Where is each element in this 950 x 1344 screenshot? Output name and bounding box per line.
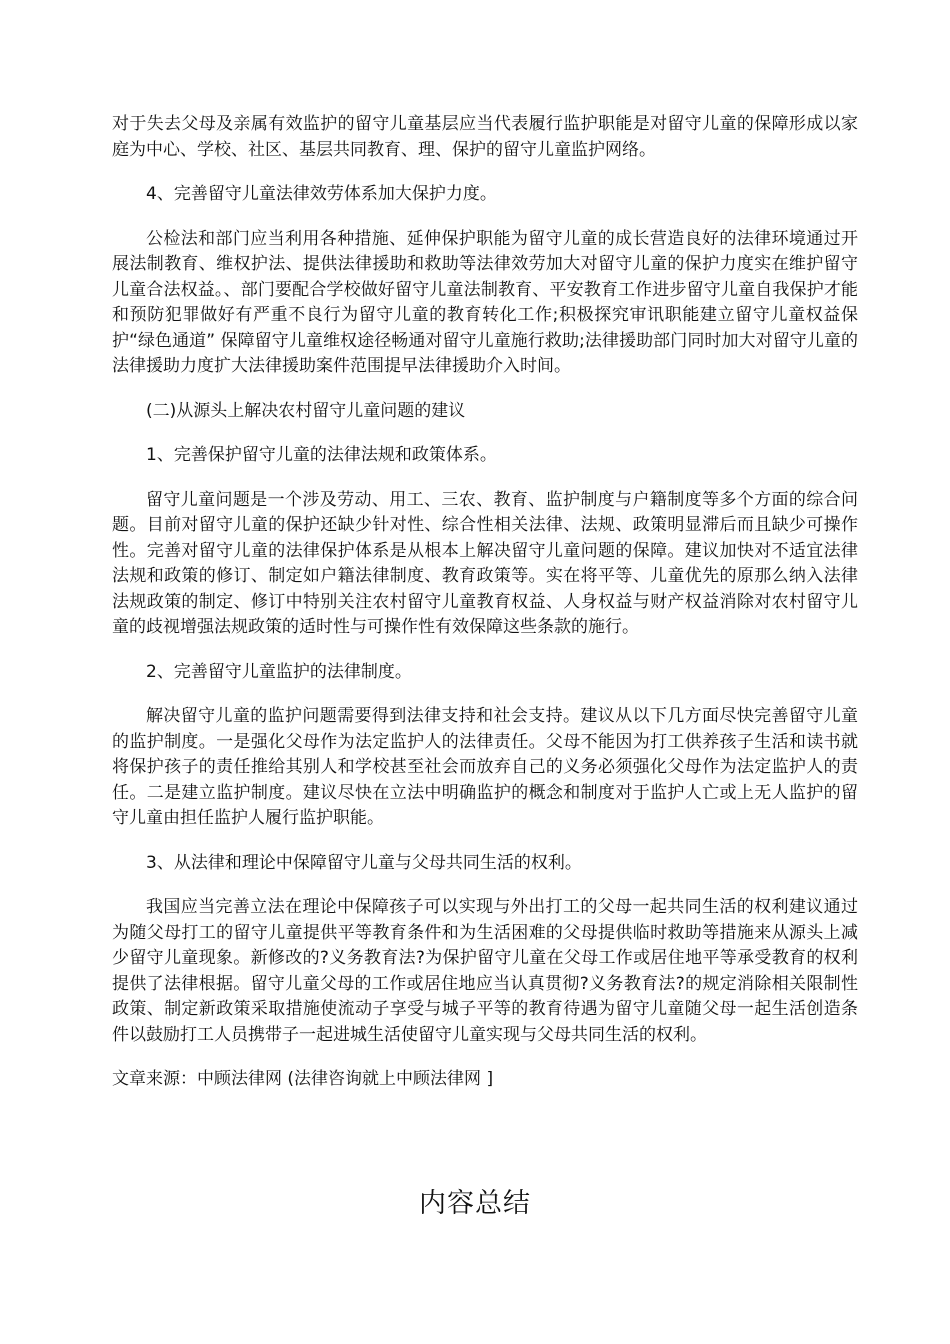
heading-item-1: 1、完善保护留守儿童的法律法规和政策体系。 [146,445,497,465]
heading-item-4: 4、完善留守儿童法律效劳体系加大保护力度。 [146,184,497,204]
document-body [112,112,858,1093]
paragraph-law-system: 留守儿童问题是一个涉及劳动、用工、三农、教育、监护制度与户籍制度等多个方面的综合问题。目前对留守儿童的保护还缺少针对性、综合性相关法律、法规、政策明显滞后而且缺少可操作性。完善对留守儿童的法律保护体系是从根本上解决留守儿童问题的保障。建议加快对不适宜法律法规和政策的修订、制定如户籍法律制度、教育政策等。实在将平等、儿童优先的原那么纳入法律法规政策的制定、修订中特别关注农村留守儿童教育权益、人身权益与财产权益消除对农村留守儿童的歧视增强法规政策的适时性与可操作性有效保障这些条款的施行。 [112,489,858,637]
paragraph-1: 对于失去父母及亲属有效监护的留守儿童基层应当代表履行监护职能是对留守儿童的保障形成以家庭为中心、学校、社区、基层共同教育、理、保护的留守儿童监护网络。 [112,114,858,160]
heading-item-2: 2、完善留守儿童监护的法律制度。 [146,661,412,682]
summary-title: 内容总结 [419,1188,531,1219]
paragraph-living-rights: 我国应当完善立法在理论中保障孩子可以实现与外出打工的父母一起共同生活的权利建议通过为随父母打工的留守儿童提供平等教育条件和为生活困难的父母提供临时救助等措施来从源头上减少留守儿童现象。新修改的?义务教育法?为保护留守儿童在父母工作或居住地平等承受教育的权利提供了法律根据。留守儿童父母的工作或居住地应当认真贯彻?义务教育法?的规定消除相关限制性政策、制定新政策采取措施使流动子享受与城子平等的教育待遇为留守儿童随父母一起生活创造条件以鼓励打工人员携带子一起进城生活使留守儿童实现与父母共同生活的权利。 [112,897,858,1045]
paragraph-guardianship: 解决留守儿童的监护问题需要得到法律支持和社会支持。建议从以下几方面尽快完善留守儿童的监护制度。一是强化父母作为法定监护人的法律责任。父母不能因为打工供养孩子生活和读书就将保护孩子的责任推给其别人和学校甚至社会而放弃自己的义务必须强化父母作为法定监护人的责任。二是建立监护制度。建议尽快在立法中明确监护的概念和制度对于监护人亡或上无人监护的留守儿童由担任监护人履行监护职能。 [112,706,858,828]
heading-item-3: 3、从法律和理论中保障留守儿童与父母共同生活的权利。 [146,852,582,873]
source-line: 文章来源：中顾法律网 (法律咨询就上中顾法律网 ] [112,1069,494,1089]
section-heading-2: (二)从源头上解决农村留守儿童问题的建议 [146,400,466,421]
paragraph-legal-services: 公检法和部门应当利用各种措施、延伸保护职能为留守儿童的成长营造良好的法律环境通过开展法制教育、维权护法、提供法律援助和救助等法律效劳加大对留守儿童的保护力度实在维护留守儿童合法权益。、部门要配合学校做好留守儿童法制教育、平安教育工作进步留守儿童自我保护才能和预防犯罪做好有严重不良行为留守儿童的教育转化工作;积极探究审讯职能建立留守儿童权益保护“绿色通道” 保障留守儿童维权途径畅通对留守儿童施行救助;法律援助部门同时加大对留守儿童的法律援助力度扩大法律援助案件范围提早法律援助介入时间。 [112,228,858,376]
